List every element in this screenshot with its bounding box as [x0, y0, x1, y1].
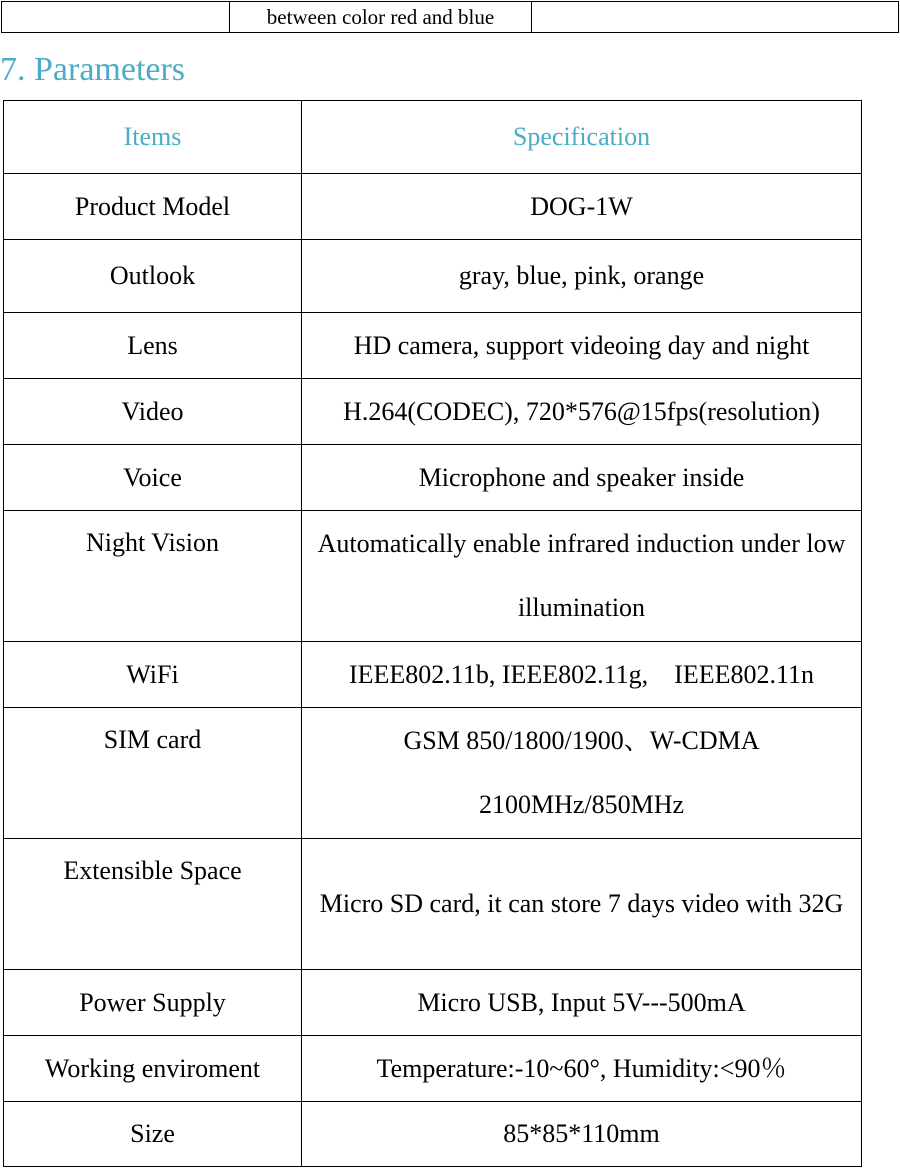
spec-cell: DOG-1W — [302, 174, 862, 240]
item-cell: Voice — [4, 445, 302, 511]
spec-cell: gray, blue, pink, orange — [302, 240, 862, 313]
item-cell: Outlook — [4, 240, 302, 313]
item-cell: Video — [4, 379, 302, 445]
table-row — [4, 313, 862, 379]
spec-cell: HD camera, support videoing day and night — [302, 313, 862, 379]
table-row — [4, 174, 862, 240]
spec-cell: Automatically enable infrared induction under low illumination — [302, 511, 862, 642]
prev-cell-3 — [532, 2, 899, 33]
item-cell: Lens — [4, 313, 302, 379]
previous-table-fragment — [1, 1, 899, 33]
header-specification: Specification — [302, 101, 862, 174]
item-cell: WiFi — [4, 642, 302, 708]
table-row — [4, 839, 862, 970]
table-row — [4, 240, 862, 313]
item-cell: Power Supply — [4, 970, 302, 1036]
table-header-row — [4, 101, 862, 174]
table-row — [4, 511, 862, 642]
header-items: Items — [4, 101, 302, 174]
item-cell: Night Vision — [4, 511, 302, 642]
section-title: 7. Parameters — [0, 51, 186, 88]
parameters-table — [3, 100, 872, 1167]
table-row — [4, 1036, 862, 1102]
spec-cell: GSM 850/1800/1900、W-CDMA 2100MHz/850MHz — [302, 708, 862, 839]
prev-cell-2: between color red and blue — [230, 2, 532, 33]
spec-cell: Microphone and speaker inside — [302, 445, 862, 511]
item-cell: Working enviroment — [4, 1036, 302, 1102]
table-row — [4, 970, 862, 1036]
spec-cell: 85*85*110mm — [302, 1102, 862, 1167]
item-cell: SIM card — [4, 708, 302, 839]
item-cell: Extensible Space — [4, 839, 302, 970]
spec-cell: IEEE802.11b, IEEE802.11g, IEEE802.11n — [302, 642, 862, 708]
table-row — [4, 379, 862, 445]
prev-cell-1 — [2, 2, 230, 33]
table-row — [4, 1102, 862, 1167]
table-row — [4, 445, 862, 511]
spec-cell: Micro USB, Input 5V---500mA — [302, 970, 862, 1036]
previous-table-row — [2, 2, 899, 33]
item-cell: Product Model — [4, 174, 302, 240]
spec-cell: Micro SD card, it can store 7 days video with 32G — [302, 839, 862, 970]
spec-cell: Temperature:-10~60°, Humidity:<90％ — [302, 1036, 862, 1102]
table-row — [4, 708, 862, 839]
item-cell: Size — [4, 1102, 302, 1167]
spec-cell: H.264(CODEC), 720*576@15fps(resolution) — [302, 379, 862, 445]
table-row — [4, 642, 862, 708]
